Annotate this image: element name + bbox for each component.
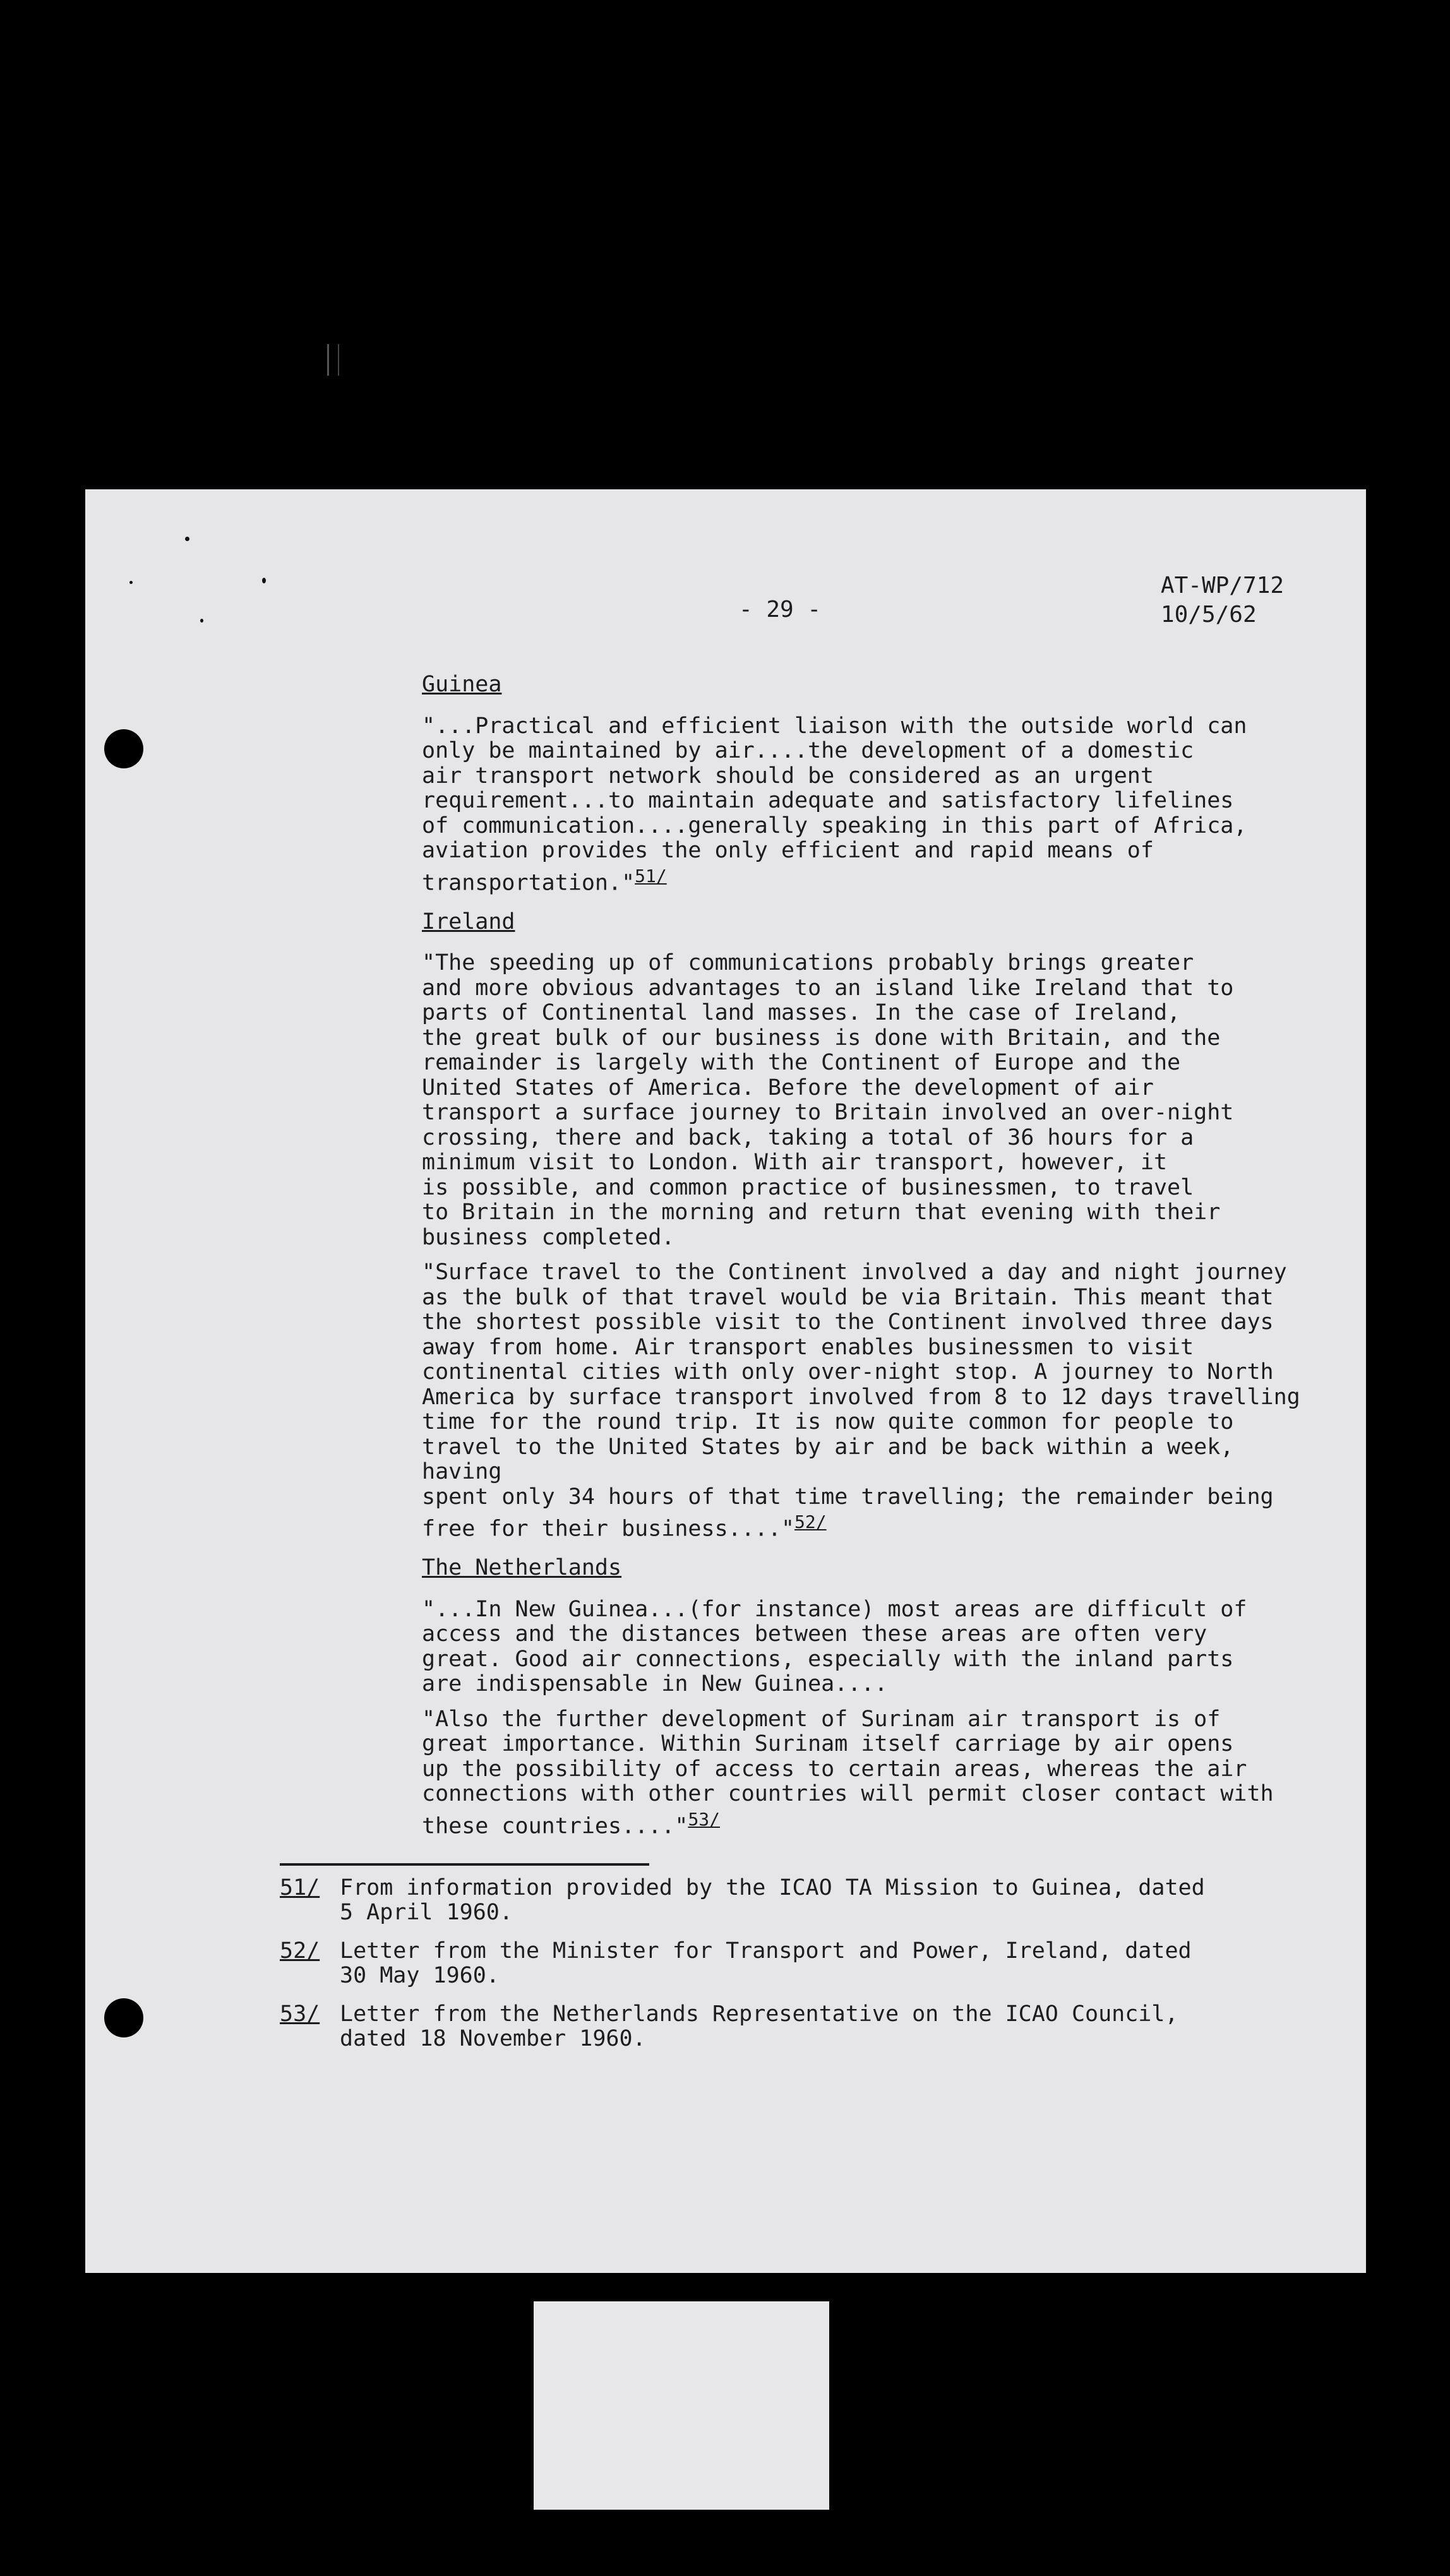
footnote-divider (280, 1863, 649, 1866)
footnote (280, 1876, 1265, 1925)
quote-paragraph (422, 951, 1306, 1250)
footnote-text: Letter from the Netherlands Representative on the ICAO Council, dated 18 November 1960. (340, 2001, 1178, 2051)
section-guinea (422, 672, 1306, 896)
paragraph-text: "The speeding up of communications probably brings greater and more obvious advantages to an island like Ireland that to parts of Continental land masses. In the case of Ireland, the great bulk of our business is done with Britain, and the remainder is largely with the Continent of Europe and the United States of America. Before the development of air transport a surface journey to Britain involved an over-night crossing, there and back, taking a total of 36 hours for a minimum visit to London. With air transport, however, it is possible, and common practice of businessmen, to travel to Britain in the morning and return that evening with their business completed. (422, 950, 1234, 1250)
quote-paragraph (422, 1707, 1306, 1839)
paragraph-text: "...In New Guinea...(for instance) most areas are difficult of access and the distances between these areas are often very great. Good air connections, especially with the inland parts are indispensable in New Guinea.... (422, 1596, 1247, 1697)
document-date: 10/5/62 (1160, 602, 1257, 628)
punch-hole-bottom (104, 1998, 143, 2037)
document-code: AT-WP/712 (1160, 573, 1284, 599)
section-heading: The Netherlands (422, 1555, 622, 1581)
speck (262, 578, 266, 583)
quote-paragraph (422, 1597, 1306, 1697)
footnote-number: 53/ (280, 2001, 320, 2027)
body-text (422, 672, 1306, 1853)
footnote-reference: 53/ (688, 1808, 721, 1830)
quote-paragraph (422, 1260, 1306, 1542)
footnote (280, 2002, 1265, 2051)
speck (200, 619, 203, 623)
document-reference (1161, 571, 1284, 629)
footnote-number: 52/ (280, 1938, 320, 1964)
footnote-reference: 51/ (635, 865, 667, 886)
section-ireland (422, 910, 1306, 1542)
paragraph-text: "Also the further development of Surinam air transport is of great importance. Within Surinam itself carriage by air opens up the possibility of access to certain areas, whereas the air connections with other countries will permit closer contact with these countries...." (422, 1706, 1274, 1839)
footnotes (280, 1876, 1265, 2065)
blank-target-card (534, 2301, 829, 2510)
paragraph-text: "...Practical and efficient liaison with the outside world can only be maintained by air....the development of a domestic air transport network should be considered as an urgent requirement...to maintain adequate and satisfactory lifelines of communication....generally speaking in this part of Africa, aviation provides the only efficient and rapid means of transportation." (422, 713, 1247, 896)
page-number: - 29 - (739, 597, 822, 623)
document-page (85, 489, 1366, 2273)
footnote-text: From information provided by the ICAO TA Mission to Guinea, dated 5 April 1960. (340, 1875, 1205, 1925)
film-edge-mark (327, 344, 339, 376)
section-heading: Guinea (422, 672, 502, 697)
paragraph-text: "Surface travel to the Continent involved a day and night journey as the bulk of that travel would be via Britain. This meant that the shortest possible visit to the Continent involved three days away from home. Air transport enables businessmen to visit continental cities with only over-night stop. A journey to North America by surface transport involved from 8 to 12 days travelling time for the round trip. It is now quite common for people to travel to the United States by air and be back within a week, having spent only 34 hours of that time travelling; the remainder being free for their business...." (422, 1260, 1300, 1542)
speck (185, 537, 189, 541)
footnote-text: Letter from the Minister for Transport and Power, Ireland, dated 30 May 1960. (340, 1938, 1192, 1988)
section-heading: Ireland (422, 909, 515, 934)
footnote-number: 51/ (280, 1875, 320, 1900)
quote-paragraph (422, 714, 1306, 896)
footnote (280, 1939, 1265, 1988)
speck (129, 581, 133, 584)
footnote-reference: 52/ (794, 1512, 827, 1533)
punch-hole-top (104, 729, 143, 768)
section-netherlands (422, 1556, 1306, 1839)
